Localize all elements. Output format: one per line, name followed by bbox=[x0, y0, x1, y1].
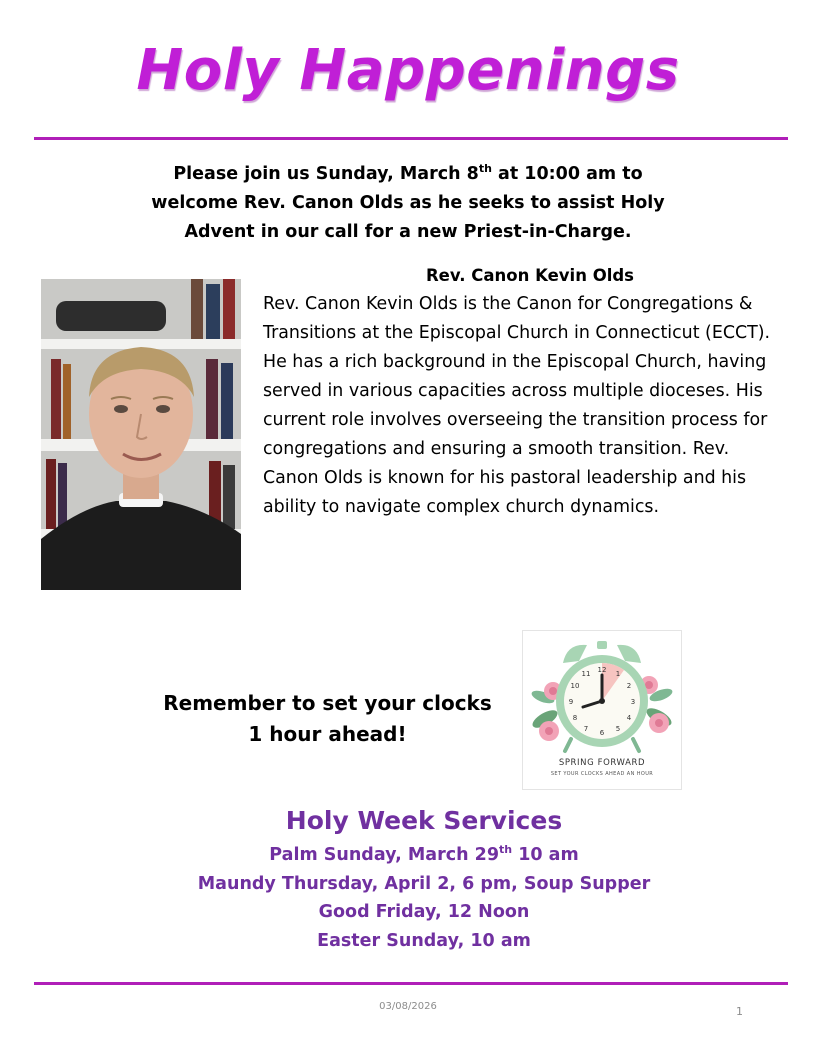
page-title: Holy Happenings bbox=[136, 38, 680, 103]
intro-line-1-end: at 10:00 am to bbox=[491, 164, 643, 184]
svg-text:9: 9 bbox=[568, 698, 574, 706]
svg-text:7: 7 bbox=[583, 725, 589, 733]
clock-reminder-line-2: 1 hour ahead! bbox=[248, 722, 407, 746]
palm-sunday-sup: th bbox=[499, 843, 513, 857]
top-divider bbox=[34, 137, 788, 140]
intro-line-2: welcome Rev. Canon Olds as he seeks to assist Holy bbox=[151, 193, 665, 213]
clock-reminder bbox=[155, 688, 500, 750]
svg-text:1: 1 bbox=[615, 670, 621, 678]
holy-week-good-friday: Good Friday, 12 Noon bbox=[318, 902, 530, 922]
holy-week-maundy-thursday: Maundy Thursday, April 2, 6 pm, Soup Supper bbox=[197, 874, 651, 894]
intro-line-1-start: Please join us Sunday, March 8 bbox=[173, 164, 479, 184]
svg-text:6: 6 bbox=[599, 729, 605, 737]
palm-sunday-time: 10 am bbox=[512, 845, 579, 865]
page-number: 1 bbox=[736, 1005, 743, 1018]
intro-line-1-sup: th bbox=[478, 162, 492, 176]
alarm-clock-icon bbox=[523, 631, 681, 756]
holy-week-palm-sunday bbox=[0, 843, 816, 867]
svg-text:3: 3 bbox=[630, 698, 636, 706]
intro-announcement bbox=[120, 160, 696, 247]
svg-text:10: 10 bbox=[570, 682, 580, 690]
svg-text:11: 11 bbox=[581, 670, 591, 678]
spring-forward-caption: SPRING FORWARD bbox=[558, 758, 646, 768]
bio-text: Rev. Canon Kevin Olds is the Canon for Congregations & Transitions at the Episcopal Church in Connecticut (ECCT). He has a rich background in the Episcopal Church, having served in various capacities across multiple dioceses. His current role involves overseeing the transition process for congregations and ensuring a smooth transition. Rev. Canon Olds is known for his pastoral leadership and his ability to navigate complex church dynamics. bbox=[263, 294, 771, 517]
bottom-divider bbox=[34, 982, 788, 985]
svg-text:12: 12 bbox=[597, 666, 607, 674]
intro-line-1 bbox=[120, 160, 696, 189]
spring-forward-subcaption: SET YOUR CLOCKS AHEAD AN HOUR bbox=[550, 771, 654, 777]
svg-text:2: 2 bbox=[626, 682, 632, 690]
spring-forward-image bbox=[522, 630, 682, 790]
palm-sunday-date: Palm Sunday, March 29 bbox=[269, 845, 500, 865]
svg-text:8: 8 bbox=[572, 714, 578, 722]
holy-week-title: Holy Week Services bbox=[285, 806, 563, 835]
portrait-photo bbox=[41, 279, 241, 590]
svg-text:5: 5 bbox=[615, 725, 621, 733]
clock-reminder-line-1: Remember to set your clocks bbox=[163, 691, 492, 715]
svg-text:4: 4 bbox=[626, 714, 632, 722]
bio-name: Rev. Canon Kevin Olds bbox=[425, 266, 635, 285]
holy-week-easter-sunday: Easter Sunday, 10 am bbox=[317, 931, 531, 951]
footer-date: 03/08/2026 bbox=[379, 1001, 437, 1012]
intro-line-3: Advent in our call for a new Priest-in-Charge. bbox=[184, 222, 632, 242]
